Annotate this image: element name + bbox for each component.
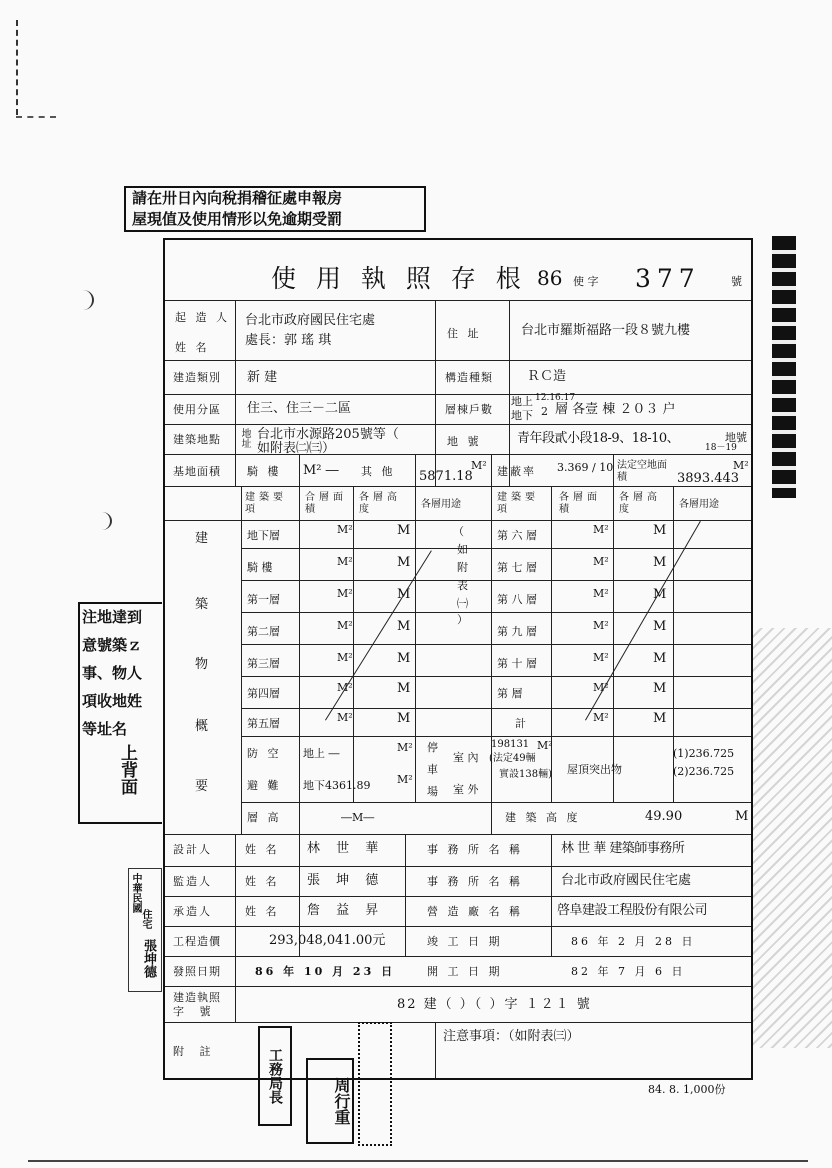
address-value: 台北市羅斯福路一段８號九樓 (521, 323, 691, 338)
unit-height: M (653, 555, 667, 570)
officer-seal (306, 1058, 354, 1144)
row-left-f2: 第二層 (247, 625, 280, 638)
building-height-label: 建 築 高 度 (505, 811, 581, 824)
address-label: 住 址 (447, 327, 482, 340)
start-label: 開 工 日 期 (427, 965, 503, 978)
contractor-label: 承造人 (173, 905, 212, 918)
row-left-f3: 第三層 (247, 657, 280, 670)
unit-height: M (397, 523, 411, 538)
zoning-label: 使用分區 (173, 403, 221, 416)
row-left-arcade: 騎 樓 (247, 561, 273, 574)
right-binding-strip (772, 236, 796, 498)
row-right-f8: 第 八 層 (497, 593, 537, 606)
shelter-value1: 地上 ― (303, 747, 340, 760)
designer-office-label: 事 務 所 名 稱 (427, 843, 523, 856)
form-title: 使 用 執 照 存 根 (271, 264, 527, 293)
designer-name-label: 姓 名 (245, 843, 280, 856)
permit-hao-label: 號 (731, 275, 742, 288)
contractor-name: 詹 益 昇 (307, 903, 385, 918)
permit-form (163, 238, 753, 1080)
supervisor-name: 張 坤 德 (307, 873, 385, 888)
builder-label-bottom: 姓 名 (175, 341, 210, 354)
supervisor-office: 台北市政府國民住宅處 (561, 873, 692, 888)
arcade-value: M² ― (303, 463, 339, 478)
remarks-label: 附 註 (173, 1045, 217, 1058)
floors-label: 層棟戶數 (445, 403, 493, 416)
tax-notice-line2: 屋現值及使用情形以免逾期受罰 (132, 210, 343, 228)
unit-height: M (653, 681, 667, 696)
contractor-firm: 啓阜建設工程股份有限公司 (557, 903, 708, 918)
lot-sub: 18－19 (705, 443, 737, 453)
left-stamp-line1: 中華民國 (130, 873, 141, 913)
parking-label-3: 場 (427, 785, 438, 798)
parking-indoor-label: 室 內 (453, 751, 479, 764)
header-right-item: 建築要項 (497, 492, 539, 515)
finish-value: 86 年 2 月 28 日 (571, 935, 696, 948)
issue-value: 86 年 10 月 23 日 (255, 965, 396, 978)
header-right-area: 各層面積 (559, 492, 601, 515)
legal-open-value: 3893.443 (677, 471, 740, 486)
shelter-label1: 防 空 (247, 747, 282, 760)
permit-no-label1: 建造執照 (173, 991, 221, 1004)
usage-note-2: 如 (457, 543, 468, 556)
cost-label: 工程造價 (173, 935, 221, 948)
usage-note-6: ） (457, 613, 468, 626)
unit-area: M² (337, 619, 353, 632)
division-seal (358, 1022, 392, 1146)
right-torn-edge (752, 628, 832, 1048)
side-stamp-line1: 注地達到 (82, 608, 143, 626)
structure-summary-side-5: 要 (195, 779, 209, 794)
builder-name-line1: 台北市政府國民住宅處 (245, 313, 376, 328)
left-stamp-line2: 住宅 (140, 909, 151, 929)
floor-height-value: ―M― (341, 811, 375, 824)
builder-name-line2: 處長：郭 瑤 琪 (245, 333, 332, 348)
bureau-chief-seal-text: 工務局長 (267, 1048, 283, 1104)
address-notice-stamp (78, 602, 162, 824)
building-height-unit: M (735, 809, 749, 824)
structure-summary-side-2: 築 (195, 597, 209, 612)
header-left-usage: 各層用途 (421, 499, 461, 510)
row-left-b1: 地下層 (247, 529, 280, 542)
parking-outdoor-label: 室 外 (453, 783, 479, 796)
start-value: 82 年 7 月 6 日 (571, 965, 686, 978)
parking-unit: M² (537, 739, 553, 752)
unit-height: M (397, 619, 411, 634)
unit-height: M (653, 711, 667, 726)
designer-name: 林 世 華 (307, 841, 385, 856)
structure-summary-side-1: 建 (195, 531, 209, 546)
side-stamp-back: 上背面 (117, 744, 137, 795)
unit-height: M (397, 587, 411, 602)
structure-label: 構造種類 (445, 371, 493, 384)
lot-value: 青年段貳小段18-9、18-10、 (517, 431, 680, 446)
parking-indoor-note: (法定49輛 (489, 753, 536, 764)
print-info: 84. 8. 1,000份 (648, 1083, 726, 1096)
row-left-f1: 第一層 (247, 593, 280, 606)
supervisor-label: 監造人 (173, 875, 212, 888)
builder-label-top: 起 造 人 (175, 311, 230, 324)
floors-rest: 層 各壹 棟 ２０３ 户 (555, 402, 676, 417)
floors-above: 地上 (511, 395, 533, 408)
shelter-label2: 避 難 (247, 779, 282, 792)
issue-label: 發照日期 (173, 965, 221, 978)
bureau-chief-seal (258, 1026, 292, 1126)
left-stamp-line3: 張坤德 (141, 939, 156, 978)
building-height-value: 49.90 (645, 809, 683, 824)
usage-note-3: 附 (457, 561, 468, 574)
row-left-f5: 第五層 (247, 717, 280, 730)
permit-no-label2: 字 號 (173, 1005, 217, 1018)
usage-note-4: 表 (457, 579, 468, 592)
arcade-label: 騎 樓 (247, 465, 282, 478)
unit-height: M (653, 619, 667, 634)
site-address-line1: 台北市水源路205號等（ (257, 427, 399, 442)
row-left-f4: 第四層 (247, 687, 280, 700)
other-unit: M² (471, 459, 487, 472)
row-right-f9: 第 九 層 (497, 625, 537, 638)
side-stamp-line4: 項收地姓 (82, 692, 143, 710)
floor-height-label: 層 高 (247, 811, 282, 824)
designer-label: 設計人 (173, 843, 212, 856)
site-address-small-label: 地址 (239, 428, 250, 448)
side-stamp-line5: 等址名 (82, 720, 128, 738)
site-address-label: 建築地點 (173, 433, 221, 446)
header-left-item: 建築要項 (245, 492, 287, 515)
other-label: 其 他 (361, 465, 396, 478)
lot-suffix: 地號 (725, 431, 747, 444)
structure-summary-side-3: 物 (195, 657, 209, 672)
structure-summary-side-4: 概 (195, 719, 209, 734)
supervisor-name-label: 姓 名 (245, 875, 280, 888)
roof-label: 屋頂突出物 (567, 763, 622, 776)
row-right-f7: 第 七 層 (497, 561, 537, 574)
unit-area: M² (337, 523, 353, 536)
cost-value: 293,048,041.00元 (269, 933, 386, 948)
unit-height: M (653, 651, 667, 666)
legal-open-label: 法定空地面積 (617, 460, 667, 483)
roof-value2: (2)236.725 (673, 765, 735, 778)
row-right-f6: 第 六 層 (497, 529, 537, 542)
bottom-edge (28, 1160, 808, 1162)
unit-height: M (397, 555, 411, 570)
roof-value1: (1)236.725 (673, 747, 735, 760)
parking-label-2: 車 (427, 763, 438, 776)
unit-height: M (397, 651, 411, 666)
unit-area: M² (593, 619, 609, 632)
unit-area: M² (337, 711, 353, 724)
permit-word-label: 使 字 (573, 275, 599, 288)
floors-below-value: 2 (541, 405, 548, 418)
coverage-value: 3.369 / 10 (557, 461, 614, 474)
row-right-f10: 第 十 層 (497, 657, 537, 670)
unit-height: M (653, 587, 667, 602)
unit-area: M² (593, 587, 609, 600)
unit-area: M² (337, 587, 353, 600)
binder-mark (16, 20, 20, 115)
permit-year: 86 (537, 266, 563, 290)
parking-indoor-value: 198131 (491, 739, 530, 750)
punch-hole (72, 290, 94, 310)
unit-area: M² (337, 651, 353, 664)
header-right-usage: 各層用途 (679, 499, 719, 510)
structure-value: ＲＣ造 (527, 369, 567, 384)
zoning-value: 住三、住三－二區 (247, 401, 352, 416)
binder-mark (16, 116, 56, 120)
unit-area: M² (593, 651, 609, 664)
unit-area: M² (593, 681, 609, 694)
unit-area: M² (593, 555, 609, 568)
supervisor-office-label: 事 務 所 名 稱 (427, 875, 523, 888)
usage-note-1: （ (453, 525, 464, 538)
supervisor-vertical-stamp (128, 868, 162, 992)
header-left-area: 合層面積 (305, 492, 347, 515)
coverage-label: 建蔽率 (497, 465, 536, 478)
unit-height: M (653, 523, 667, 538)
category-label: 建造類別 (173, 371, 221, 384)
legal-open-unit: M² (733, 459, 749, 472)
other-value: 5871.18 (419, 469, 473, 484)
unit-height: M (397, 711, 411, 726)
category-value: 新 建 (247, 370, 278, 385)
contractor-firm-label: 營 造 廠 名 稱 (427, 905, 523, 918)
row-right-fn: 第 層 (497, 687, 523, 700)
tax-notice-stamp (124, 186, 426, 232)
floors-above-value: 12.16.17 (535, 393, 576, 403)
officer-seal-text-b: 行重 (332, 1093, 351, 1125)
side-stamp-line3: 事、物人 (82, 664, 143, 682)
finish-label: 竣 工 日 期 (427, 935, 503, 948)
tax-notice-line1: 請在卅日內向稅捐稽征處申報房 (132, 189, 343, 207)
usage-note-5: ㈠ (457, 597, 468, 610)
lot-label: 地 號 (447, 435, 482, 448)
permit-number: 377 (635, 264, 701, 293)
row-right-total: 計 (515, 717, 526, 730)
unit-area: M² (593, 711, 609, 724)
permit-no-value: 82 建（ ）（ ）字 １２１ 號 (397, 997, 592, 1012)
floors-below: 地下 (511, 409, 533, 422)
shelter-value2: 地下4361.89 (303, 779, 371, 792)
shelter-unit: M² (397, 773, 413, 786)
punch-hole (92, 512, 112, 530)
unit-height: M (397, 681, 411, 696)
contractor-name-label: 姓 名 (245, 905, 280, 918)
header-left-height: 各層高度 (359, 492, 401, 515)
unit-area: M² (337, 681, 353, 694)
designer-office: 林 世 華 建築師事務所 (561, 841, 685, 856)
officer-seal-text: 周 (332, 1077, 351, 1093)
shelter-unit: M² (397, 741, 413, 754)
unit-area: M² (337, 555, 353, 568)
header-right-height: 各層高度 (619, 492, 661, 515)
unit-area: M² (593, 523, 609, 536)
site-area-label: 基地面積 (173, 465, 221, 478)
parking-outdoor-note: 實設138輛) (499, 769, 552, 780)
remarks-notice: 注意事項：（如附表㈢） (443, 1029, 580, 1044)
site-address-line2: 如附表㈡㈢） (257, 441, 336, 456)
parking-label-1: 停 (427, 741, 438, 754)
side-stamp-line2: 意號築ｚ (82, 636, 143, 654)
